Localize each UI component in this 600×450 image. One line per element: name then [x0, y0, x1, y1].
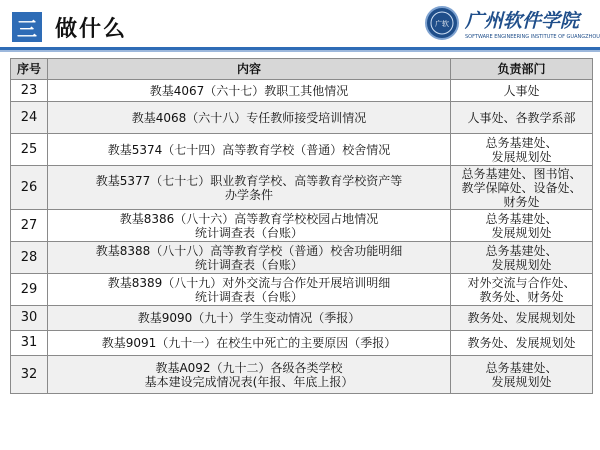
page-title: 做什么	[55, 17, 128, 42]
department-line: 教学保障处、设备处、	[461, 180, 582, 195]
row-number: 26	[11, 166, 48, 210]
row-content	[48, 274, 451, 306]
content-line: 教基9091（九十一）在校生中死亡的主要原因（季报）	[101, 336, 397, 350]
content-line: 教基4068（六十八）专任教师接受培训情况	[131, 110, 367, 125]
department-line: 总务基建处、	[485, 211, 558, 226]
row-content	[48, 102, 451, 134]
department-line: 对外交流与合作处、	[467, 275, 576, 290]
row-number: 23	[11, 80, 48, 102]
department-line: 发展规划处	[491, 225, 552, 240]
row-number: 24	[11, 102, 48, 134]
column-header-no: 序号	[11, 59, 48, 80]
content-line: 统计调查表（台账）	[194, 225, 303, 240]
row-department	[451, 242, 593, 274]
row-content	[48, 210, 451, 242]
section-badge: 三	[12, 12, 42, 42]
header-rule	[0, 47, 600, 52]
row-department	[451, 210, 593, 242]
row-content	[48, 242, 451, 274]
content-line: 教基8386（八十六）高等教育学校校园占地情况	[119, 211, 379, 226]
department-line: 总务基建处、	[485, 135, 558, 150]
department-line: 教务处、财务处	[479, 289, 564, 304]
row-content	[48, 80, 451, 102]
content-line: 教基8389（八十九）对外交流与合作处开展培训明细	[107, 275, 391, 290]
row-number: 28	[11, 242, 48, 274]
table-row	[11, 102, 593, 134]
department-line: 总务基建处、	[485, 360, 558, 375]
department-line: 发展规划处	[491, 149, 552, 164]
table-row	[11, 80, 593, 102]
seal-text: 广软	[435, 20, 449, 28]
table-row	[11, 306, 593, 331]
table-row	[11, 242, 593, 274]
content-line: 教基5377（七十七）职业教育学校、高等教育学校资产等	[95, 173, 403, 188]
row-number: 30	[11, 306, 48, 331]
content-line: 教基5374（七十四）高等教育学校（普通）校舍情况	[107, 142, 391, 157]
row-number: 29	[11, 274, 48, 306]
content-line: 统计调查表（台账）	[194, 289, 303, 304]
table-row	[11, 356, 593, 394]
school-name: 广州软件学院	[465, 10, 580, 32]
content-line: 教基8388（八十八）高等教育学校（普通）校舍功能明细	[95, 243, 403, 258]
content-line: 教基4067（六十七）教职工其他情况	[149, 83, 349, 98]
row-number: 25	[11, 134, 48, 166]
row-content	[48, 134, 451, 166]
row-content	[48, 166, 451, 210]
row-department	[451, 166, 593, 210]
department-line: 总务基建处、	[485, 243, 558, 258]
department-line: 人事处、各教学系部	[467, 110, 576, 125]
statistics-table	[10, 58, 593, 394]
table-row	[11, 166, 593, 210]
row-department	[451, 274, 593, 306]
table-row	[11, 331, 593, 356]
column-header-dept: 负责部门	[451, 59, 593, 80]
school-logo	[425, 6, 600, 46]
row-department	[451, 306, 593, 331]
row-number: 32	[11, 356, 48, 394]
row-department	[451, 102, 593, 134]
row-number: 31	[11, 331, 48, 356]
department-line: 财务处	[503, 194, 540, 209]
table-row	[11, 134, 593, 166]
table-row	[11, 274, 593, 306]
row-department	[451, 134, 593, 166]
table-header-row	[11, 59, 593, 80]
row-department	[451, 80, 593, 102]
department-line: 人事处	[503, 83, 540, 98]
department-line: 总务基建处、图书馆、	[461, 166, 582, 181]
content-line: 统计调查表（台账）	[194, 257, 303, 272]
content-line: 办学条件	[224, 187, 273, 202]
header	[0, 0, 600, 50]
content-line: 教基A092（九十二）各级各类学校	[155, 360, 343, 375]
department-line: 发展规划处	[491, 374, 552, 389]
department-line: 教务处、发展规划处	[467, 336, 576, 350]
content-line: 教基9090（九十）学生变动情况（季报）	[137, 311, 361, 325]
column-header-content: 内容	[48, 59, 451, 80]
row-department	[451, 356, 593, 394]
department-line: 教务处、发展规划处	[467, 311, 576, 325]
content-line: 基本建设完成情况表(年报、年底上报）	[144, 374, 354, 389]
row-number: 27	[11, 210, 48, 242]
table-row	[11, 210, 593, 242]
row-department	[451, 331, 593, 356]
school-seal-icon	[425, 6, 459, 40]
department-line: 发展规划处	[491, 257, 552, 272]
row-content	[48, 306, 451, 331]
row-content	[48, 356, 451, 394]
school-name-english: SOFTWARE ENGINEERING INSTITUTE OF GUANGZHOU	[465, 34, 600, 40]
row-content	[48, 331, 451, 356]
